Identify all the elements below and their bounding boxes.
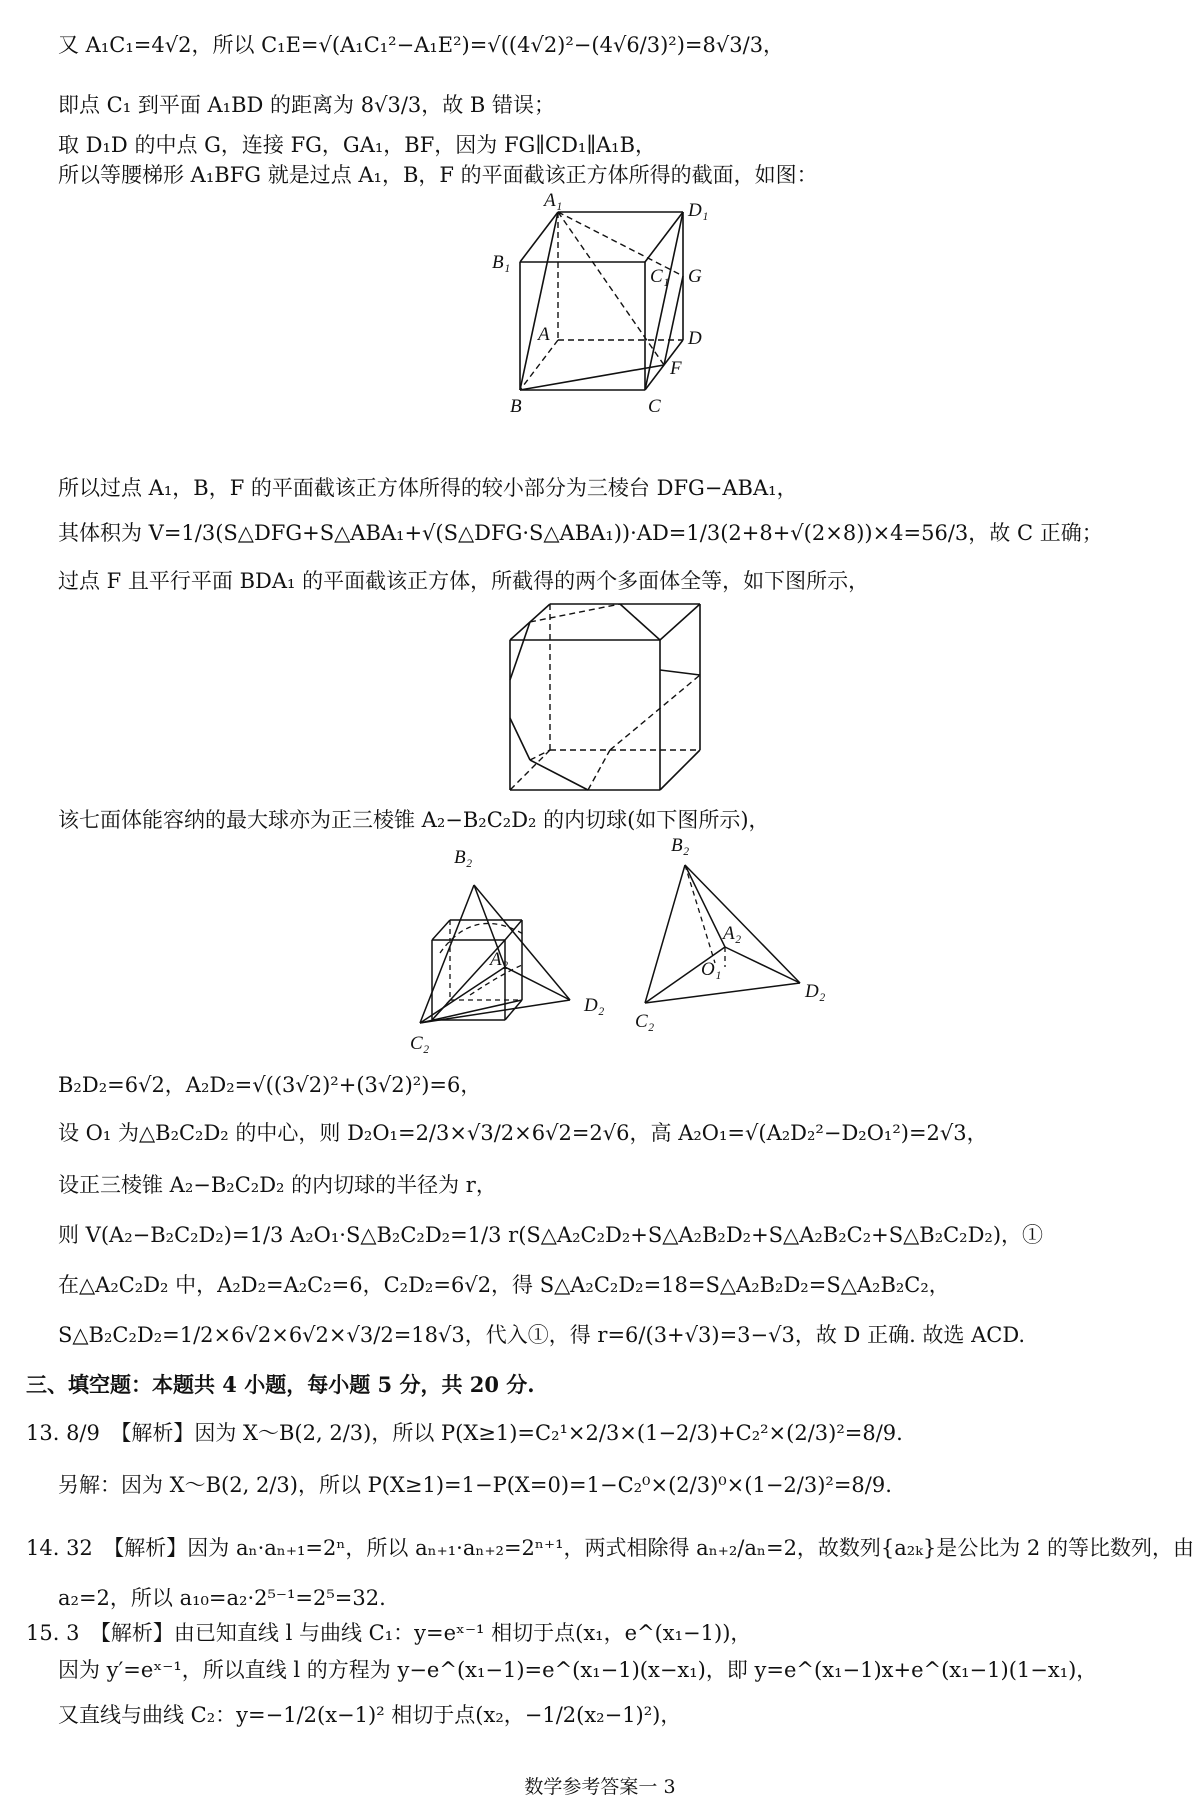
label-B1: B₁ xyxy=(492,252,511,273)
answer-14: 14. 32 【解析】因为 aₙ·aₙ₊₁=2ⁿ，所以 aₙ₊₁·aₙ₊₂=2ⁿ⁺¹，两式相除得 aₙ₊₂/aₙ=2，故数列{a₂ₖ}是公比为 2 的等比数列，由 xyxy=(26,1536,1194,1560)
text-line-2: 即点 C₁ 到平面 A₁BD 的距离为 8√3/3，故 B 错误； xyxy=(58,93,556,117)
text-line-4: 所以等腰梯形 A₁BFG 就是过点 A₁，B，F 的平面截该正方体所得的截面，如图： xyxy=(58,163,818,187)
label-D2-right: D₂ xyxy=(805,981,826,1002)
section-heading: 三、填空题：本题共 4 小题，每小题 5 分，共 20 分. xyxy=(26,1372,535,1397)
label-B: B xyxy=(510,396,522,417)
text-line-1: 又 A₁C₁=4√2，所以 C₁E=√(A₁C₁²−A₁E²)=√((4√2)²−(4√6/3)²)=8√3/3， xyxy=(58,33,785,57)
text-line-10: 设 O₁ 为△B₂C₂D₂ 的中心，则 D₂O₁=2/3×√3/2×6√2=2√6，高 A₂O₁=√(A₂D₂²−D₂O₁²)=2√3， xyxy=(58,1121,988,1145)
answer-15: 15. 3 【解析】由已知直线 l 与曲线 C₁：y=eˣ⁻¹ 相切于点(x₁，e^(x₁−1))， xyxy=(26,1621,752,1645)
text-line-12: 则 V(A₂−B₂C₂D₂)=1/3 A₂O₁·S△B₂C₂D₂=1/3 r(S△A₂C₂D₂+S△A₂B₂D₂+S△A₂B₂C₂+S△B₂C₂D₂)，① xyxy=(58,1223,1044,1247)
label-C2-right: C₂ xyxy=(635,1011,655,1032)
text-line-13: 在△A₂C₂D₂ 中，A₂D₂=A₂C₂=6，C₂D₂=6√2，得 S△A₂C₂D₂=18=S△A₂B₂D₂=S△A₂B₂C₂， xyxy=(58,1273,950,1297)
label-G: G xyxy=(688,266,702,287)
text-line-6: 其体积为 V=1/3(S△DFG+S△ABA₁+√(S△DFG·S△ABA₁))·AD=1/3(2+8+√(2×8))×4=56/3，故 C 正确； xyxy=(58,521,1103,545)
label-A: A xyxy=(538,324,550,345)
label-C2-left: C₂ xyxy=(410,1033,430,1054)
label-C1: C₁ xyxy=(650,266,670,287)
text-line-5: 所以过点 A₁，B，F 的平面截该正方体所得的较小部分为三棱台 DFG−ABA₁， xyxy=(58,476,798,500)
label-B2-right: B₂ xyxy=(671,835,690,856)
text-line-11: 设正三棱锥 A₂−B₂C₂D₂ 的内切球的半径为 r， xyxy=(58,1173,497,1197)
answer-15-line3: 又直线与曲线 C₂：y=−1/2(x−1)² 相切于点(x₂，−1/2(x₂−1)²)， xyxy=(58,1703,682,1727)
text-line-3: 取 D₁D 的中点 G，连接 FG，GA₁，BF，因为 FG∥CD₁∥A₁B， xyxy=(58,133,657,157)
label-D: D xyxy=(688,328,702,349)
label-A1: A₁ xyxy=(544,190,563,211)
page-footer: 数学参考答案一 3 xyxy=(524,1776,676,1798)
label-A2-right: A₂ xyxy=(723,923,742,944)
label-D2-left: D₂ xyxy=(584,995,605,1016)
answer-13-alt: 另解：因为 X～B(2, 2/3)，所以 P(X≥1)=1−P(X=0)=1−C₂⁰×(2/3)⁰×(1−2/3)²=8/9. xyxy=(58,1473,892,1497)
label-A2-left: A₂ xyxy=(490,949,509,970)
label-F: F xyxy=(670,358,682,379)
label-D1: D₁ xyxy=(688,200,709,221)
regular-pyramid-figure xyxy=(635,835,835,1035)
label-C: C xyxy=(648,396,661,417)
pyramid-on-cube-figure xyxy=(410,845,630,1055)
cube-section-figure xyxy=(470,190,730,430)
text-line-7: 过点 F 且平行平面 BDA₁ 的平面截该正方体，所截得的两个多面体全等，如下图所示， xyxy=(58,569,870,593)
text-line-14: S△B₂C₂D₂=1/2×6√2×6√2×√3/2=18√3，代入①，得 r=6/(3+√3)=3−√3，故 D 正确. 故选 ACD. xyxy=(58,1323,1026,1347)
answer-14-cont: a₂=2，所以 a₁₀=a₂·2⁵⁻¹=2⁵=32. xyxy=(58,1586,386,1610)
text-line-9: B₂D₂=6√2，A₂D₂=√((3√2)²+(3√2)²)=6， xyxy=(58,1073,482,1097)
label-B2-left: B₂ xyxy=(454,847,473,868)
answer-15-line2: 因为 y′=eˣ⁻¹，所以直线 l 的方程为 y−e^(x₁−1)=e^(x₁−1)(x−x₁)，即 y=e^(x₁−1)x+e^(x₁−1)(1−x₁)， xyxy=(58,1658,1098,1682)
label-O1-right: O₁ xyxy=(701,959,722,980)
text-line-8: 该七面体能容纳的最大球亦为正三棱锥 A₂−B₂C₂D₂ 的内切球(如下图所示)， xyxy=(58,808,770,832)
hexagon-section-figure xyxy=(500,600,730,800)
answer-13: 13. 8/9 【解析】因为 X～B(2, 2/3)，所以 P(X≥1)=C₂¹×2/3×(1−2/3)+C₂²×(2/3)²=8/9. xyxy=(26,1421,903,1445)
